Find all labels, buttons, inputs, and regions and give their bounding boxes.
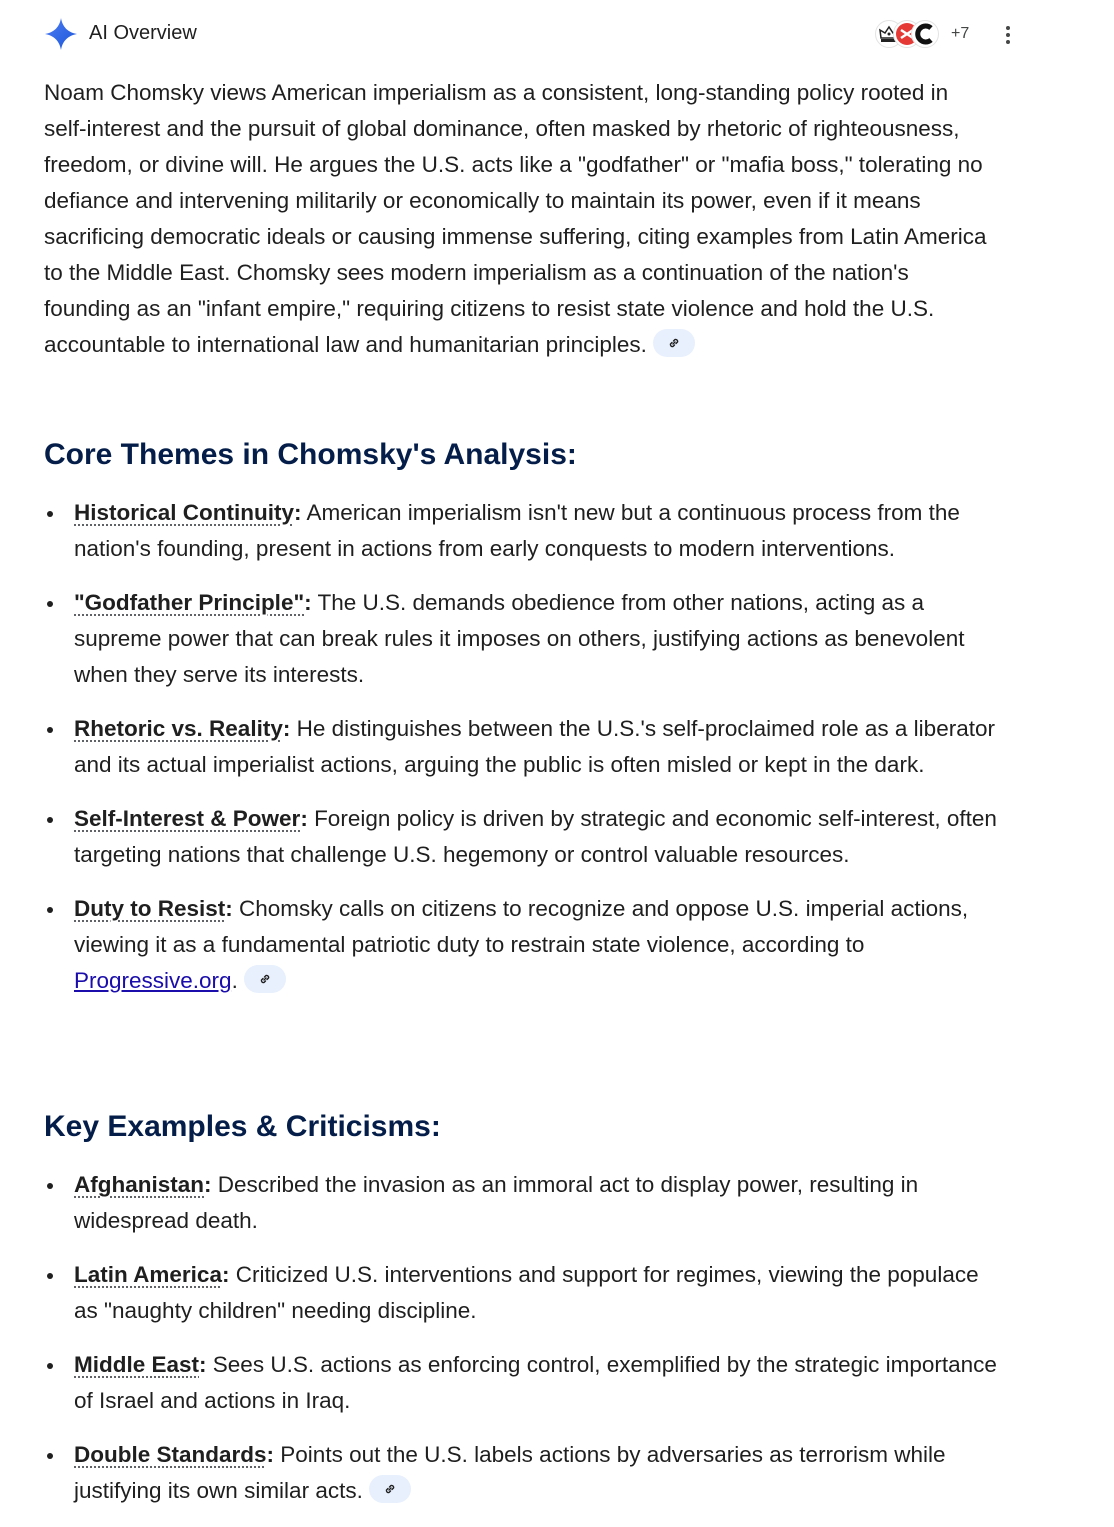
c-logo-icon [911,20,939,48]
more-sources-count: +7 [951,25,970,42]
list-item: Afghanistan: Described the invasion as an immoral act to display power, resulting in widespread death. [44,1167,1004,1239]
ai-overview-header [44,16,1070,52]
list-item: Self-Interest & Power: Foreign policy is driven by strategic and economic self-interest, often targeting nations that challenge U.S. hegemony or control valuable resources. [44,801,1004,873]
progressive-org-link[interactable]: Progressive.org [74,968,232,993]
term-link[interactable]: Historical Continuity [74,500,295,525]
ai-overview-title: AI Overview [89,22,197,44]
section-heading-key-examples: Key Examples & Criticisms: [44,1110,441,1143]
sparkle-icon [44,17,78,51]
more-options-icon[interactable] [998,20,1018,48]
intro-paragraph [44,75,996,363]
term-link[interactable]: "Godfather Principle" [74,590,305,615]
list-item: Latin America: Criticized U.S. interventions and support for regimes, viewing the populace as "naughty children" needing discipline. [44,1257,1004,1329]
key-examples-list [44,1167,1004,1527]
term-link[interactable]: Middle East [74,1352,200,1377]
term-link[interactable]: Latin America [74,1262,222,1287]
list-item: Middle East: Sees U.S. actions as enforcing control, exemplified by the strategic importance of Israel and actions in Iraq. [44,1347,1004,1419]
list-item: Rhetoric vs. Reality: He distinguishes between the U.S.'s self-proclaimed role as a liberator and its actual imperialist actions, arguing the public is often misled or kept in the dark. [44,711,1004,783]
list-item: "Godfather Principle": The U.S. demands obedience from other nations, acting as a supreme power that can break rules it imposes on others, justifying actions as benevolent when they serve its interests. [44,585,1004,693]
link-icon [258,972,272,986]
list-item: Duty to Resist: Chomsky calls on citizens to recognize and oppose U.S. imperial actions, viewing it as a fundamental patriotic duty to restrain state violence, according to Progressive.org. [44,891,1004,999]
section-heading-core-themes: Core Themes in Chomsky's Analysis: [44,438,577,471]
list-item: Double Standards: Points out the U.S. labels actions by adversaries as terrorism while justifying its own similar acts. [44,1437,1004,1509]
citation-link-button[interactable] [653,329,695,357]
link-icon [383,1482,397,1496]
core-themes-list [44,495,1004,1017]
citation-link-button[interactable] [244,965,286,993]
link-icon [667,336,681,350]
term-link[interactable]: Self-Interest & Power [74,806,301,831]
term-link[interactable]: Double Standards [74,1442,267,1467]
term-link[interactable]: Rhetoric vs. Reality [74,716,283,741]
list-item: Historical Continuity: American imperialism isn't new but a continuous process from the nation's founding, present in actions from early conquests to modern interventions. [44,495,1004,567]
citation-link-button[interactable] [369,1475,411,1503]
term-link[interactable]: Afghanistan [74,1172,205,1197]
term-link[interactable]: Duty to Resist [74,896,226,921]
intro-text: Noam Chomsky views American imperialism as a consistent, long-standing policy rooted in self-interest and the pursuit of global dominance, often masked by rhetoric of righteousness, freedom, or divine will. He argues the U.S. acts like a "godfather" or "mafia boss," tolerating no defiance and intervening militarily or economically to maintain its power, even if it means sacrificing democratic ideals or causing immense suffering, citing examples from Latin America to the Middle East. Chomsky sees modern imperialism as a continuation of the nation's founding as an "infant empire," requiring citizens to resist state violence and hold the U.S. accountable to international law and humanitarian principles. [44,80,987,357]
sources-button[interactable] [875,18,975,50]
